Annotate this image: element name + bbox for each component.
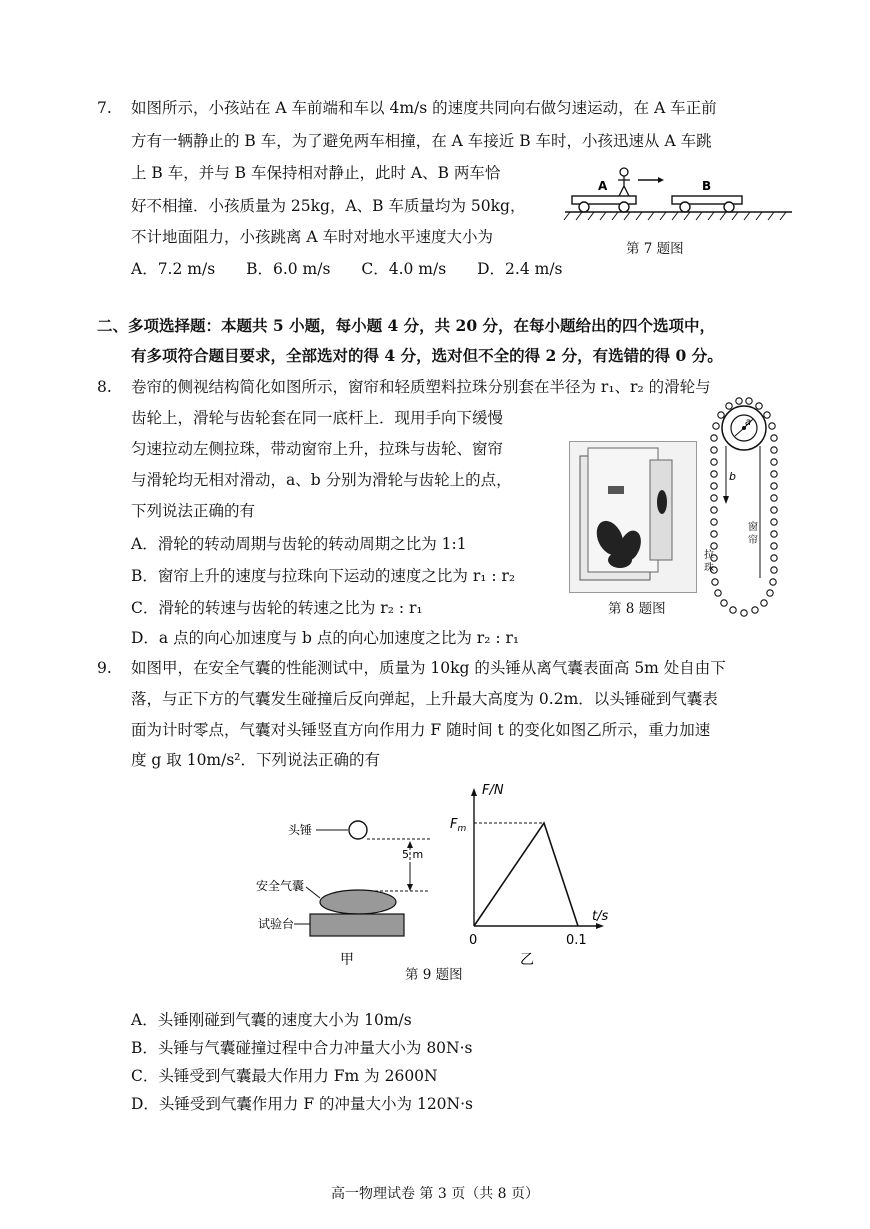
force-curve: [474, 823, 578, 926]
q7-option-d: D．2.4 m/s: [477, 260, 563, 278]
q8-point-b: b: [729, 470, 736, 483]
q8-option-b: B．窗帘上升的速度与拉珠向下运动的速度之比为 r₁ : r₂: [131, 567, 516, 585]
q9-line-2: 落，与正下方的气囊发生碰撞后反向弹起，上升最大高度为 0.2m．以头锤碰到气囊表: [131, 690, 718, 708]
q9-option-d: D．头锤受到气囊作用力 F 的冲量大小为 120N·s: [131, 1095, 473, 1113]
car-a-label: A: [598, 179, 608, 193]
q7-option-c: C．4.0 m/s: [361, 260, 447, 278]
q9-option-c: C．头锤受到气囊最大作用力 Fm 为 2600N: [131, 1067, 438, 1085]
q8-option-d: D．a 点的向心加速度与 b 点的向心加速度之比为 r₂ : r₁: [131, 629, 520, 647]
y-axis-label: F/N: [482, 783, 504, 798]
label-hammer: 头锤: [288, 823, 313, 837]
q9-line-4: 度 g 取 10m/s²．下列说法正确的有: [131, 751, 381, 769]
fm-label: [450, 817, 466, 834]
q9-option-a: A．头锤刚碰到气囊的速度大小为 10m/s: [131, 1011, 412, 1029]
q8-label-lian: 帘: [748, 535, 758, 546]
q9-figure-yi: [440, 780, 620, 970]
q8-curtain-photo: [569, 441, 697, 593]
q8-option-c: C．滑轮的转速与齿轮的转速之比为 r₂ : r₁: [131, 599, 423, 617]
test-table: [310, 914, 404, 936]
q8-label-chuang: 窗: [748, 522, 758, 533]
q8-option-a: A．滑轮的转动周期与齿轮的转动周期之比为 1:1: [131, 535, 467, 553]
q7-figure-caption: 第 7 题图: [626, 241, 684, 257]
sub-jia: 甲: [340, 952, 354, 968]
q7-figure: [560, 160, 800, 230]
q7-line-1: 如图所示，小孩站在 A 车前端和车以 4m/s 的速度共同向右做匀速运动，在 A 车正前: [131, 99, 717, 117]
origin-label: 0: [469, 933, 478, 948]
q8-line-4: 与滑轮均无相对滑动，a、b 分别为滑轮与齿轮上的点，: [131, 471, 512, 489]
label-table: 试验台: [258, 917, 295, 931]
q9-figure-caption: 第 9 题图: [405, 967, 463, 983]
q7-number: 7.: [97, 99, 112, 117]
q7-line-5: 不计地面阻力，小孩跳离 A 车时对地水平速度大小为: [131, 228, 494, 246]
q9-option-b: B．头锤与气囊碰撞过程中合力冲量大小为 80N·s: [131, 1039, 473, 1057]
q9-number: 9.: [97, 659, 112, 677]
q7-option-b: B．6.0 m/s: [246, 260, 331, 278]
q8-line-1: 卷帘的侧视结构简化如图所示，窗帘和轻质塑料拉珠分别套在半径为 r₁、r₂ 的滑轮与: [131, 378, 711, 396]
car-b-label: B: [702, 179, 712, 193]
q8-line-5: 下列说法正确的有: [131, 502, 256, 520]
section2-line-1: 二、多项选择题：本题共 5 小题，每小题 4 分，共 20 分，在每小题给出的四个选项中，: [97, 316, 716, 335]
x-axis-label: t/s: [592, 909, 609, 924]
sub-yi: 乙: [520, 952, 534, 968]
q8-figure-caption: 第 8 题图: [608, 601, 666, 617]
q9-figure-jia: [250, 808, 450, 968]
q8-pulley-diagram: [704, 388, 794, 628]
fm-sub: m: [457, 824, 467, 834]
x-tick-label: 0.1: [566, 933, 587, 948]
q7-line-2: 方有一辆静止的 B 车，为了避免两车相撞，在 A 车接近 B 车时，小孩迅速从 A 车跳: [131, 132, 712, 150]
page-footer: 高一物理试卷 第 3 页（共 8 页）: [330, 1186, 540, 1202]
q8-label-la: 拉: [704, 550, 714, 561]
q8-line-3: 匀速拉动左侧拉珠，带动窗帘上升，拉珠与齿轮、窗帘: [131, 440, 504, 458]
q7-line-3: 上 B 车，并与 B 车保持相对静止，此时 A、B 两车恰: [131, 164, 501, 182]
section2-line-2: 有多项符合题目要求，全部选对的得 4 分，选对但不全的得 2 分，有选错的得 0 分。: [131, 346, 723, 365]
q8-number: 8.: [97, 378, 112, 396]
q9-line-1: 如图甲，在安全气囊的性能测试中，质量为 10kg 的头锤从离气囊表面高 5m 处自由下: [131, 659, 726, 677]
q7-line-4: 好不相撞．小孩质量为 25kg，A、B 车质量均为 50kg，: [131, 197, 526, 215]
q8-label-zhu: 珠: [704, 563, 714, 574]
fm-main: F: [450, 817, 458, 832]
airbag: [320, 890, 396, 914]
child-figure: [618, 168, 630, 196]
q8-line-2: 齿轮上，滑轮与齿轮套在同一底杆上．现用手向下缓慢: [131, 409, 504, 427]
q9-line-3: 面为计时零点，气囊对头锤竖直方向作用力 F 随时间 t 的变化如图乙所示，重力加速: [131, 721, 711, 739]
q7-option-a: A．7.2 m/s: [131, 260, 216, 278]
q8-point-a: a: [745, 417, 752, 428]
q7-options: [131, 259, 589, 279]
height-label: 5 m: [402, 848, 424, 861]
label-airbag: 安全气囊: [256, 879, 305, 893]
hammer-ball: [349, 821, 367, 839]
